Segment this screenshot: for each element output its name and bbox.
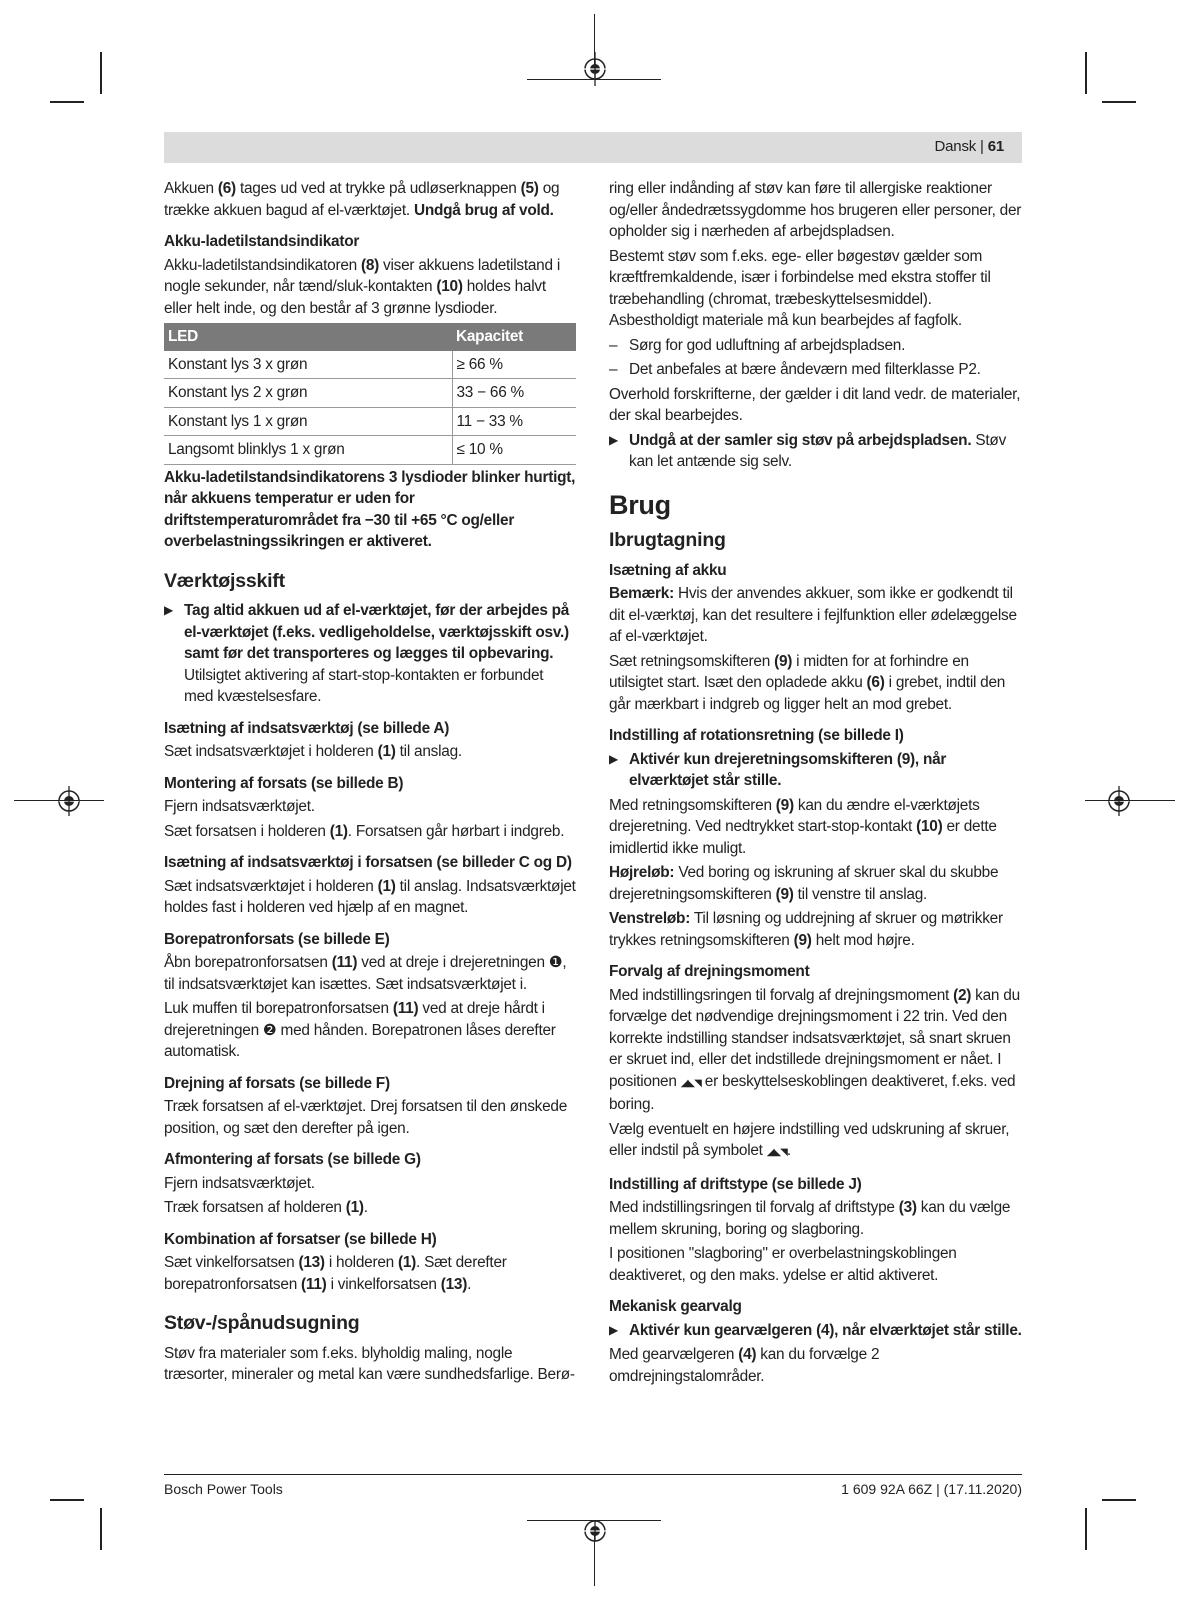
table-cell: ≤ 10 %: [452, 436, 576, 465]
right-column: [609, 178, 1023, 1390]
paragraph: Træk forsatsen af holderen (1).: [164, 1199, 368, 1216]
paragraph: Fjern indsatsværktøjet.: [164, 1174, 315, 1192]
crop-mark: [527, 79, 661, 80]
header-language: Dansk: [934, 138, 977, 155]
paragraph: Luk muffen til borepatronforsatsen (11) ved at dreje hårdt i drejeretningen ❷ med hånden. Borepatronen låses derefter automatisk.: [164, 1000, 556, 1060]
dash-marker: –: [609, 336, 618, 354]
paragraph: Med gearvælgeren (4) kan du forvælge 2 omdrejningstalområder.: [609, 1346, 880, 1385]
section-heading: Ibrugtagning: [609, 529, 726, 551]
dash-item: – Det anbefales at bære åndeværn med filterklasse P2.: [609, 359, 1023, 381]
table-cell: ≥ 66 %: [452, 351, 576, 379]
crop-mark: [1085, 1508, 1087, 1550]
table-cell: 11 − 33 %: [452, 407, 576, 436]
subheading: Indstilling af rotationsretning (se billede I): [609, 727, 904, 744]
warning-paragraph: Akku-ladetilstandsindikatorens 3 lysdioder blinker hurtigt, når akkuens temperatur er uden for driftstemperaturområdet fra −30 til +65 °C og/eller overbelastningssikringen er aktiveret.: [164, 468, 576, 550]
paragraph: Træk forsatsen af el-værktøjet. Drej forsatsen til den ønskede position, og sæt den derefter på igen.: [164, 1098, 568, 1137]
paragraph: Sæt vinkelforsatsen (13) i holderen (1). Sæt derefter borepatronforsatsen (11) i vinkelforsatsen (13).: [164, 1254, 507, 1293]
table-cell: Konstant lys 3 x grøn: [164, 351, 452, 379]
table-cell: Konstant lys 1 x grøn: [164, 407, 452, 436]
crop-mark: [100, 1508, 102, 1550]
crop-mark: [594, 1534, 595, 1586]
paragraph: Støv fra materialer som f.eks. blyholdig maling, nogle træsorter, mineraler og metal kan være sundhedsfarlige. Berø-: [164, 1344, 575, 1383]
safety-bullet: ▶ Tag altid akkuen ud af el-værktøjet, før der arbejdes på el-værktøjet (f.eks. vedligeholdelse, værktøjsskift osv.) samt før det transporteres og lægges til opbevaring. Utilsigtet aktivering af start-stop-kontakten er forbundet med kvæstelsesfare.: [164, 602, 570, 705]
bullet-triangle-icon: ▶: [609, 432, 618, 447]
footer-brand: Bosch Power Tools: [164, 1481, 283, 1497]
subheading: Isætning af akku: [609, 561, 727, 579]
page-header: [164, 132, 1022, 163]
column-header: LED: [164, 323, 452, 351]
paragraph: Med indstillingsringen til forvalg af drejningsmoment (2) kan du forvælge det nødvendige drejningsmoment i 22 trin. Ved den korrekte indstilling standser indsatsværktøjet, så snart skruen er skruet ind, eller det indstillede drejningsmoment er nået. I positionen ◢◣◥ er beskyttelseskoblingen deaktiveret, f.eks. ved boring.: [609, 986, 1020, 1113]
subheading: Borepatronforsats (se billede E): [164, 930, 390, 948]
table-cell: Langsomt blinklys 1 x grøn: [164, 436, 452, 465]
dash-marker: –: [609, 361, 618, 378]
paragraph: Med retningsomskifteren (9) kan du ændre el-værktøjets drejeretning. Ved nedtrykket start-stop-kontakt (10) er dette imidlertid ikke muligt.: [609, 796, 997, 857]
section-heading: Støv-/spånudsugning: [164, 1312, 360, 1334]
crop-mark: [1085, 800, 1175, 801]
chapter-heading: Brug: [609, 489, 671, 520]
bullet-triangle-icon: ▶: [609, 1322, 618, 1337]
paragraph: Bemærk: Hvis der anvendes akkuer, som ikke er godkendt til dit el-værktøj, kan det resultere i fejlfunktion eller ødelæggelse af el-værktøjet.: [609, 585, 1017, 645]
crop-mark: [100, 52, 102, 94]
table-cell: Konstant lys 2 x grøn: [164, 379, 452, 408]
page-number: 61: [987, 138, 1004, 155]
table-cell: 33 − 66 %: [452, 379, 576, 408]
subheading: Montering af forsats (se billede B): [164, 774, 404, 792]
table-row: [164, 407, 576, 436]
paragraph: Sæt indsatsværktøjet i holderen (1) til anslag. Indsatsværktøjet holdes fast i holderen ved hjælp af en magnet.: [164, 877, 576, 916]
subheading: Indstilling af driftstype (se billede J): [609, 1175, 862, 1193]
bullet-triangle-icon: ▶: [164, 603, 173, 617]
paragraph: Akku-ladetilstandsindikatoren (8) viser akkuens ladetilstand i nogle sekunder, når tænd/sluk-kontakten (10) holdes halvt eller helt inde, og den består af 3 grønne lysdioder.: [164, 256, 560, 317]
safety-bullet: ▶ Aktivér kun gearvælgeren (4), når elværktøjet står stille.: [609, 1320, 1023, 1342]
paragraph: Venstreløb: Til løsning og uddrejning af skruer og møtrikker trykkes retningsomskifteren (9) helt mod højre.: [609, 910, 1003, 949]
paragraph: Højreløb: Ved boring og iskruning af skruer skal du skubbe drejeretningsomskifteren (9) til venstre til anslag.: [609, 864, 999, 903]
paragraph: Vælg eventuelt en højere indstilling ved udskruning af skruer, eller indstil på symbolet ◢◣◥.: [609, 1119, 1023, 1164]
page-footer: [164, 1474, 1022, 1497]
subheading: Isætning af indsatsværktøj i forsatsen (se billeder C og D): [164, 854, 572, 871]
table-row: [164, 379, 576, 408]
paragraph: Bestemt støv som f.eks. ege- eller bøgestøv gælder som kræftfremkaldende, især i forbindelse med ekstra stoffer til træbehandling (chromat, træbeskyttelsesmiddel). Asbestholdigt materiale må kun bearbejdes af fagfolk.: [609, 247, 991, 329]
paragraph: Åbn borepatronforsatsen (11) ved at dreje i drejeretningen ❶, til indsatsværktøjet kan isættes. Sæt indsatsværktøjet i.: [164, 954, 567, 993]
bullet-triangle-icon: ▶: [609, 751, 618, 766]
paragraph: Overhold forskrifterne, der gælder i dit land vedr. de materialer, der skal bearbejdes.: [609, 385, 1021, 424]
subheading: Forvalg af drejningsmoment: [609, 963, 810, 980]
paragraph: Sæt indsatsværktøjet i holderen (1) til anslag.: [164, 743, 462, 760]
subheading: Isætning af indsatsværktøj (se billede A): [164, 719, 450, 737]
charge-indicator-table: [164, 323, 576, 465]
footer-doc-ref: 1 609 92A 66Z | (17.11.2020): [841, 1481, 1022, 1497]
crop-mark: [14, 800, 104, 801]
paragraph: Sæt forsatsen i holderen (1). Forsatsen går hørbart i indgreb.: [164, 822, 565, 840]
table-header-row: [164, 323, 576, 351]
subheading: Akku-ladetilstandsindikator: [164, 233, 360, 250]
safety-bullet: ▶ Aktivér kun drejeretningsomskifteren (9), når elværktøjet står stille.: [609, 750, 947, 789]
table-row: [164, 351, 576, 379]
section-heading: Værktøjsskift: [164, 569, 285, 592]
safety-bullet: ▶ Undgå at der samler sig støv på arbejdspladsen. Støv kan let antænde sig selv.: [609, 431, 1007, 470]
paragraph: I positionen "slagboring" er overbelastningskoblingen deaktiveret, og den maks. ydelse er altid aktiveret.: [609, 1245, 957, 1284]
crop-mark: [50, 101, 84, 103]
drill-symbol-icon: ◢◣◥: [766, 1147, 787, 1158]
crop-mark: [527, 1520, 661, 1521]
paragraph: Med indstillingsringen til forvalg af driftstype (3) kan du vælge mellem skruning, boring og slagboring.: [609, 1199, 1011, 1238]
paragraph: Fjern indsatsværktøjet.: [164, 798, 315, 815]
left-column: [164, 178, 576, 1389]
crop-mark: [1102, 1499, 1136, 1501]
paragraph: ring eller indånding af støv kan føre til allergiske reaktioner og/eller åndedrætssygdomme hos brugeren eller personer, der opholder sig i nærheden af arbejdspladsen.: [609, 180, 1022, 240]
paragraph: Akkuen (6) tages ud ved at trykke på udløserknappen (5) og trække akkuen bagud af el-værktøjet. Undgå brug af vold.: [164, 180, 560, 219]
subheading: Kombination af forsatser (se billede H): [164, 1230, 437, 1248]
subheading: Drejning af forsats (se billede F): [164, 1074, 390, 1092]
crop-mark: [1085, 52, 1087, 94]
paragraph: Sæt retningsomskifteren (9) i midten for at forhindre en utilsigtet start. Isæt den opladede akku (6) i grebet, indtil den går mærkbart i indgreb og ligger helt an mod grebet.: [609, 652, 1006, 713]
crop-mark: [1102, 101, 1136, 103]
dash-item: – Sørg for god udluftning af arbejdspladsen.: [609, 335, 1023, 357]
subheading: Mekanisk gearvalg: [609, 1298, 742, 1315]
crop-mark: [50, 1499, 84, 1501]
subheading: Afmontering af forsats (se billede G): [164, 1151, 421, 1168]
column-header: Kapacitet: [452, 323, 576, 351]
crop-mark: [594, 14, 595, 66]
header-label: Dansk | 61: [934, 138, 1004, 155]
table-row: [164, 436, 576, 465]
drill-symbol-icon: ◢◣◥: [680, 1077, 701, 1089]
